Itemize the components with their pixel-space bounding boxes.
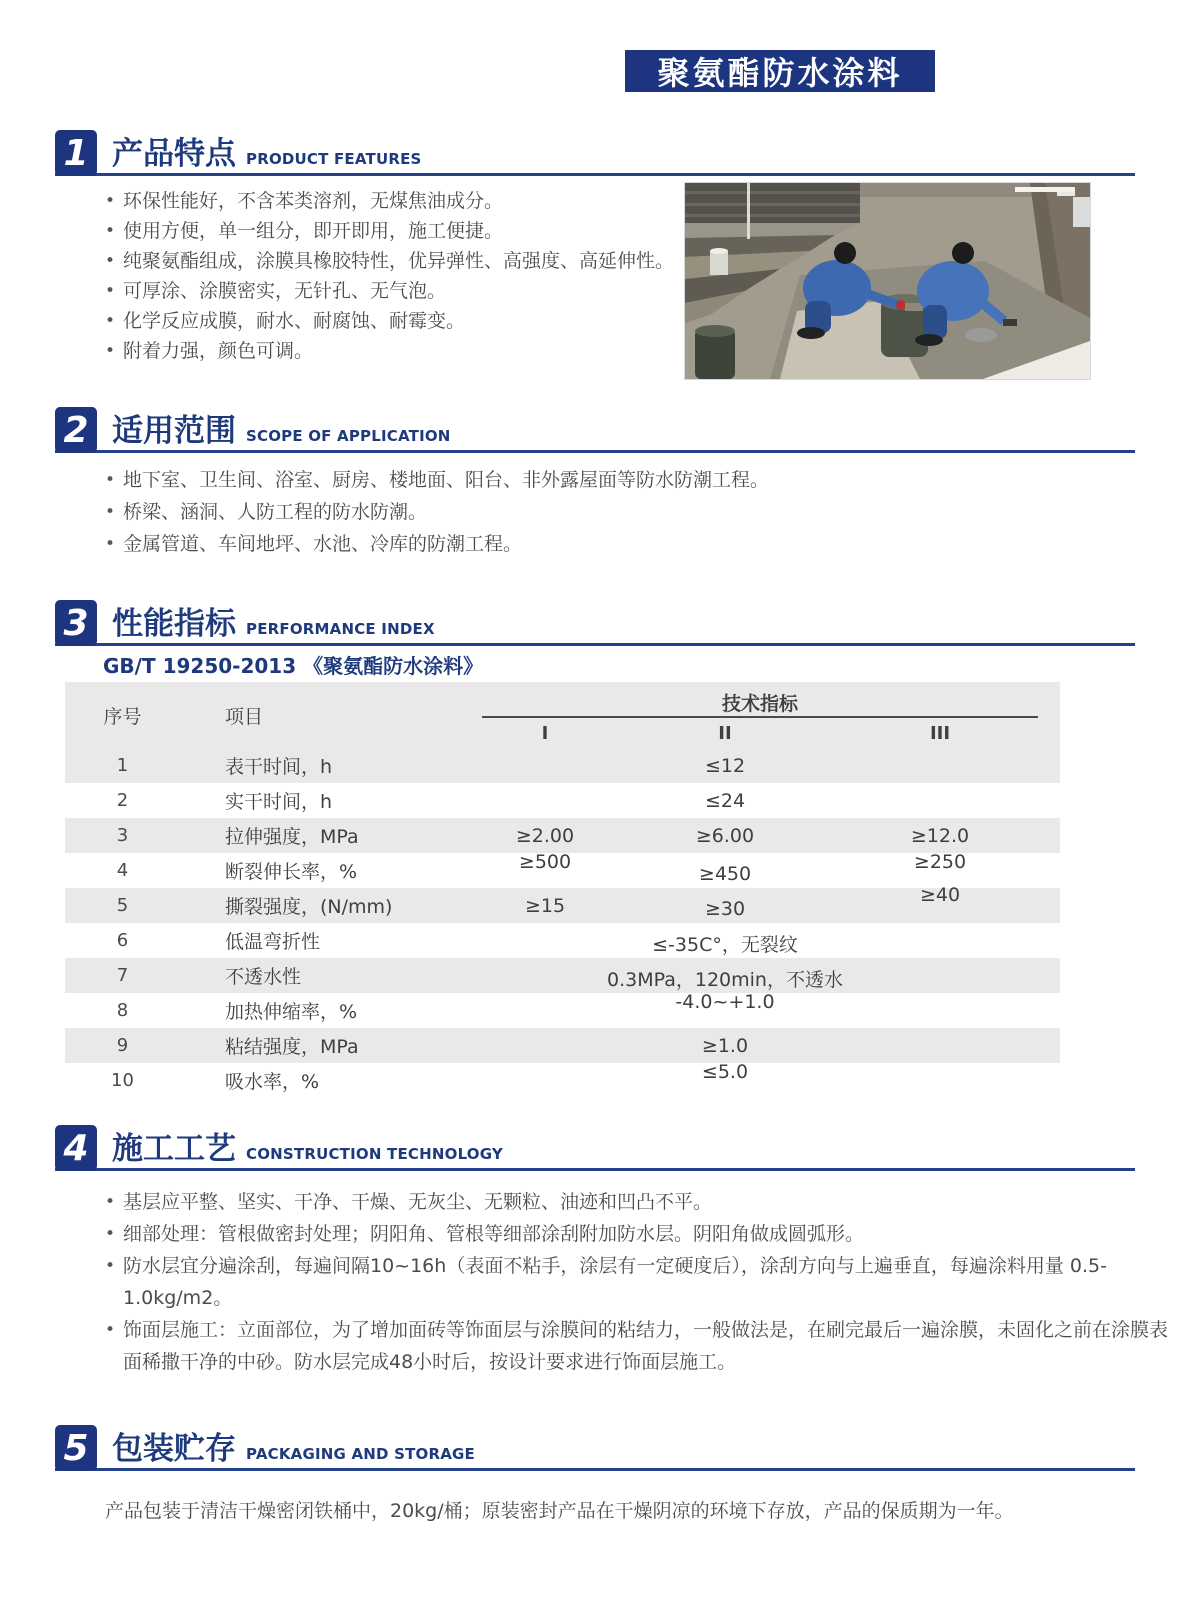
row-value-3: ≥250 (913, 850, 967, 873)
header-tech-group (460, 682, 1060, 748)
row-value-1: ≥15 (524, 894, 566, 917)
section-2-title-en: SCOPE OF APPLICATION (246, 427, 451, 445)
application-scope-list (103, 464, 1123, 560)
row-value-2: ≥30 (704, 897, 746, 920)
table-row (65, 783, 1060, 818)
section-4-title-en: CONSTRUCTION TECHNOLOGY (246, 1145, 503, 1163)
section-5-header (55, 1422, 1135, 1471)
list-item: • 地下室、卫生间、浴室、厨房、楼地面、阳台、非外露屋面等防水防潮工程。 (103, 464, 1123, 496)
section-1-number: 1 (55, 130, 97, 176)
table-row (65, 923, 1060, 958)
row-item: 低温弯折性 (225, 931, 321, 953)
header-col-1: I (541, 722, 549, 744)
header-col-3: III (929, 722, 951, 744)
list-item: • 可厚涂、涂膜密实，无针孔、无气泡。 (103, 276, 708, 306)
row-item: 加热伸缩率，% (225, 1001, 358, 1023)
row-value-2: ≥450 (698, 862, 752, 885)
section-4-number: 4 (55, 1125, 97, 1171)
row-no: 7 (116, 965, 129, 986)
list-item: • 附着力强，颜色可调。 (103, 336, 708, 366)
section-4-title-zh: 施工工艺 (112, 1131, 236, 1167)
section-2-title-zh: 适用范围 (112, 413, 236, 449)
row-value-3: ≥40 (919, 883, 961, 906)
table-row (65, 958, 1060, 993)
construction-steps-list (103, 1186, 1173, 1378)
header-col-2: II (718, 722, 732, 744)
row-item: 实干时间，h (225, 791, 333, 813)
section-1-title-zh: 产品特点 (112, 136, 236, 172)
section-3-header (55, 597, 1135, 646)
row-value-3: ≥12.0 (910, 824, 970, 847)
list-item: • 化学反应成膜，耐水、耐腐蚀、耐霉变。 (103, 306, 708, 336)
row-no: 10 (111, 1070, 134, 1091)
row-value: -4.0~+1.0 (675, 990, 775, 1013)
section-2-number: 2 (55, 407, 97, 453)
row-no: 4 (116, 860, 129, 881)
row-item: 不透水性 (225, 966, 302, 988)
performance-index-table (65, 682, 1060, 1098)
list-item: • 纯聚氨酯组成，涂膜具橡胶特性，优异弹性、高强度、高延伸性。 (103, 246, 708, 276)
section-3-title-en: PERFORMANCE INDEX (246, 620, 435, 638)
row-item: 表干时间，h (225, 756, 333, 778)
section-1-title-en: PRODUCT FEATURES (246, 150, 422, 168)
list-item: • 饰面层施工：立面部位，为了增加面砖等饰面层与涂膜间的粘结力，一般做法是，在刷完最后一遍涂膜，未固化之前在涂膜表面稀撒干净的中砂。防水层完成48小时后，按设计要求进行饰面层施工。 (103, 1314, 1173, 1378)
row-no: 6 (116, 930, 129, 951)
header-item: 项目 (225, 705, 264, 728)
page-title: 聚氨酯防水涂料 (625, 50, 935, 92)
list-item: • 桥梁、涵洞、人防工程的防水防潮。 (103, 496, 1123, 528)
section-2-header (55, 404, 1135, 453)
list-item: • 使用方便，单一组分，即开即用，施工便捷。 (103, 216, 708, 246)
row-value-1: ≥500 (518, 850, 572, 873)
row-no: 8 (116, 1000, 129, 1021)
row-value: 0.3MPa，120min，不透水 (607, 969, 843, 991)
row-item: 拉伸强度，MPa (225, 826, 359, 848)
header-tech-cols (460, 718, 1060, 748)
row-value-1: ≥2.00 (515, 824, 575, 847)
section-5-number: 5 (55, 1425, 97, 1471)
section-4-header (55, 1122, 1135, 1171)
row-item: 断裂伸长率，% (225, 861, 358, 883)
table-row (65, 818, 1060, 853)
list-item: • 防水层宜分遍涂刮，每遍间隔10~16h（表面不粘手，涂层有一定硬度后），涂刮方向与上遍垂直，每遍涂料用量 0.5-1.0kg/m2。 (103, 1250, 1173, 1314)
row-no: 5 (116, 895, 129, 916)
list-item: • 细部处理：管根做密封处理；阴阳角、管根等细部涂刮附加防水层。阴阳角做成圆弧形。 (103, 1218, 1173, 1250)
table-row (65, 1060, 1060, 1098)
table-row (65, 1028, 1060, 1063)
row-no: 2 (116, 790, 129, 811)
row-no: 3 (116, 825, 129, 846)
row-value: ≤24 (704, 789, 746, 812)
table-row (65, 883, 1060, 923)
product-photo (685, 183, 1090, 379)
row-item: 吸水率，% (225, 1071, 320, 1093)
header-no: 序号 (103, 705, 142, 728)
row-no: 1 (116, 755, 129, 776)
packaging-storage-text: 产品包装于清洁干燥密闭铁桶中，20kg/桶；原装密封产品在干燥阴凉的环境下存放，产品的保质期为一年。 (105, 1500, 1014, 1522)
header-tech-title: 技术指标 (721, 693, 798, 715)
section-5-title-zh: 包装贮存 (112, 1431, 236, 1467)
table-row (65, 990, 1060, 1028)
table-header (65, 682, 1060, 748)
row-value: ≤5.0 (701, 1060, 749, 1083)
row-value: ≤-35C°，无裂纹 (652, 934, 798, 956)
row-item: 粘结强度，MPa (225, 1036, 359, 1058)
standard-reference: GB/T 19250-2013 《聚氨酯防水涂料》 (103, 654, 484, 678)
row-value: ≥1.0 (701, 1034, 749, 1057)
list-item: • 环保性能好，不含苯类溶剂，无煤焦油成分。 (103, 186, 708, 216)
list-item: • 金属管道、车间地坪、水池、冷库的防潮工程。 (103, 528, 1123, 560)
product-features-list (103, 186, 708, 366)
row-value: ≤12 (704, 754, 746, 777)
row-no: 9 (116, 1035, 129, 1056)
section-3-title-zh: 性能指标 (112, 606, 236, 642)
section-3-number: 3 (55, 600, 97, 646)
row-item: 撕裂强度，(N/mm) (225, 896, 393, 918)
section-1-header (55, 127, 1135, 176)
table-row (65, 748, 1060, 783)
row-value-2: ≥6.00 (695, 824, 755, 847)
list-item: • 基层应平整、坚实、干净、干燥、无灰尘、无颗粒、油迹和凹凸不平。 (103, 1186, 1173, 1218)
section-5-title-en: PACKAGING AND STORAGE (246, 1445, 475, 1463)
